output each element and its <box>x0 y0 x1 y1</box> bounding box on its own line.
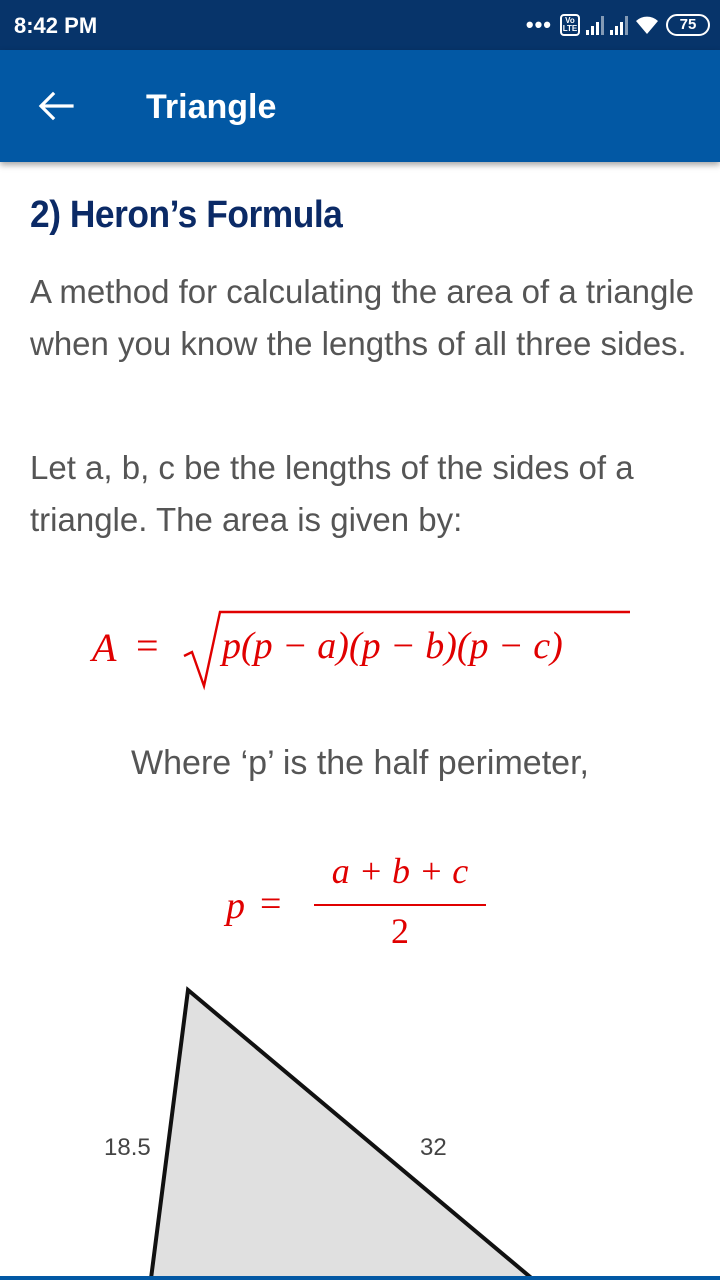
status-bar <box>0 0 720 50</box>
signal-strength-icon <box>586 15 604 35</box>
page-title: Triangle <box>146 88 277 126</box>
side-label-left: 18.5 <box>104 1134 151 1161</box>
definition-paragraph: Let a, b, c be the lengths of the sides of a triangle. The area is given by: <box>30 449 634 538</box>
area-formula-lhs: A <box>92 625 117 670</box>
description-paragraph: A method for calculating the area of a triangle when you know the lengths of all three sides. <box>30 273 695 362</box>
arrow-left-icon <box>38 91 74 121</box>
perimeter-formula-lhs: p <box>226 885 245 927</box>
fraction-bar <box>314 904 486 906</box>
section-title: 2) Heron’s Formula <box>30 194 343 236</box>
status-time: 8:42 PM <box>14 13 98 38</box>
perimeter-formula-denominator: 2 <box>391 911 409 951</box>
area-formula-radicand: p(p − a)(p − b)(p − c) <box>222 625 563 667</box>
signal-strength-2-icon <box>610 15 628 35</box>
side-label-right: 32 <box>420 1134 447 1161</box>
content-scroll-area[interactable] <box>0 162 720 1276</box>
area-formula-equals: = <box>136 623 159 668</box>
app-bar <box>0 50 720 162</box>
perimeter-formula <box>226 852 506 962</box>
volte-icon: Vo LTE <box>560 14 580 36</box>
area-formula <box>92 602 652 692</box>
triangle-figure <box>90 972 620 1276</box>
where-text: Where ‘p’ is the half perimeter, <box>131 744 589 782</box>
wifi-icon <box>634 14 660 36</box>
battery-icon: 75 <box>666 14 710 36</box>
perimeter-formula-equals: = <box>260 883 282 925</box>
bottom-divider <box>0 1276 720 1280</box>
perimeter-formula-numerator: a + b + c <box>331 851 469 891</box>
status-icons <box>526 11 710 39</box>
notification-dots-icon: ••• <box>525 12 552 37</box>
back-button[interactable] <box>28 78 84 134</box>
